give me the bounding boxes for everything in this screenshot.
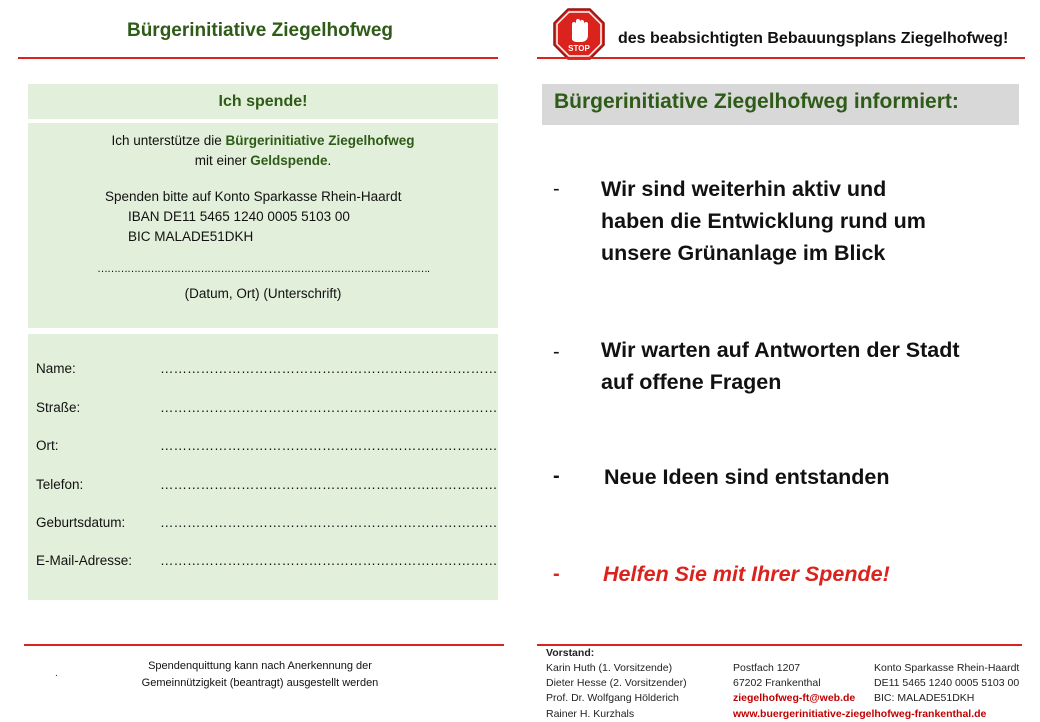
info-heading-bar <box>542 84 1019 125</box>
email-link[interactable]: ziegelhofweg-ft@web.de <box>733 692 856 705</box>
spende-heading: Ich spende! <box>218 93 308 110</box>
signature-line[interactable]: ………………………………………………………………………………………. <box>96 263 430 275</box>
bank-line: Spenden bitte auf Konto Sparkasse Rhein-Haardt <box>105 189 402 204</box>
form-row-street <box>36 400 498 415</box>
board-title: Vorstand: <box>546 647 595 659</box>
bullet-dash: - <box>553 563 560 585</box>
donation-type: Geldspende <box>250 153 328 168</box>
street-field[interactable]: ………………………………………………………………… <box>160 400 498 415</box>
bullet-dash: - <box>553 465 560 487</box>
stop-sign-icon <box>552 7 606 61</box>
phone-field[interactable]: ………………………………………………………………… <box>160 477 498 492</box>
support-statement: Ich unterstütze die Bürgerinitiative Ziegelhofweg mit einer Geldspende. <box>111 133 415 168</box>
website-link[interactable]: www.buergerinitiative-ziegelhofweg-frankenthal.de <box>733 707 987 720</box>
name-label: Name: <box>36 361 76 376</box>
form-row-name <box>36 361 498 376</box>
small-mark: . <box>55 668 58 679</box>
donor-form <box>28 334 498 600</box>
city-field[interactable]: ………………………………………………………………… <box>160 438 498 453</box>
phone-label: Telefon: <box>36 477 84 492</box>
bullet-dash: - <box>553 178 560 200</box>
spende-heading-box <box>28 84 498 119</box>
bullet-donate: Helfen Sie mit Ihrer Spende! <box>603 562 890 586</box>
birthdate-label: Geburtsdatum: <box>36 515 126 530</box>
email-field[interactable]: ………………………………………………………………… <box>160 553 498 568</box>
bic: BIC MALADE51DKH <box>128 229 254 244</box>
top-right-slogan: des beabsichtigten Bebauungsplans Ziegelhofweg! <box>618 30 1009 47</box>
bullet-dash: - <box>553 341 560 363</box>
board-members: Karin Huth (1. Vorsitzende) Dieter Hesse (2. Vorsitzender) Prof. Dr. Wolfgang Hölderich Rainer H. Kurzhals <box>546 662 687 720</box>
form-row-email <box>36 553 498 568</box>
contact-info: Postfach 1207 67202 Frankenthal ziegelhofweg-ft@web.de www.buergerinitiative-ziegelhofweg-frankenthal.de <box>733 661 986 722</box>
info-heading: Bürgerinitiative Ziegelhofweg informiert: <box>554 90 959 113</box>
street-label: Straße: <box>36 400 81 415</box>
left-top-divider <box>18 57 498 59</box>
city-label: Ort: <box>36 438 59 453</box>
form-row-city <box>36 438 498 453</box>
bullet-ideas: Neue Ideen sind entstanden <box>604 465 890 489</box>
birthdate-field[interactable]: ………………………………………………………………… <box>160 515 498 530</box>
form-row-phone <box>36 477 498 492</box>
bank-info: Konto Sparkasse Rhein-Haardt DE11 5465 1240 0005 5103 00 BIC: MALADE51DKH <box>874 662 1020 705</box>
bullet-active: Wir sind weiterhin aktiv und haben die Entwicklung rund um unsere Grünanlage im Blick <box>601 177 926 265</box>
donation-info-box <box>28 123 498 328</box>
iban: IBAN DE11 5465 1240 0005 5103 00 <box>128 209 350 224</box>
stop-label: STOP <box>568 44 590 53</box>
signature-caption: (Datum, Ort) (Unterschrift) <box>184 286 342 301</box>
left-title: Bürgerinitiative Ziegelhofweg <box>126 20 394 41</box>
right-bottom-divider <box>537 644 1022 646</box>
form-row-birthdate <box>36 515 498 530</box>
org-name: Bürgerinitiative Ziegelhofweg <box>225 133 415 148</box>
right-top-divider <box>537 57 1025 59</box>
name-field[interactable]: ………………………………………………………………… <box>160 361 498 376</box>
bullet-waiting: Wir warten auf Antworten der Stadt auf offene Fragen <box>601 338 960 394</box>
email-label: E-Mail-Adresse: <box>36 553 133 568</box>
receipt-note: Spendenquittung kann nach Anerkennung der Gemeinnützigkeit (beantragt) ausgestellt werden <box>141 660 379 689</box>
left-bottom-divider <box>24 644 504 646</box>
